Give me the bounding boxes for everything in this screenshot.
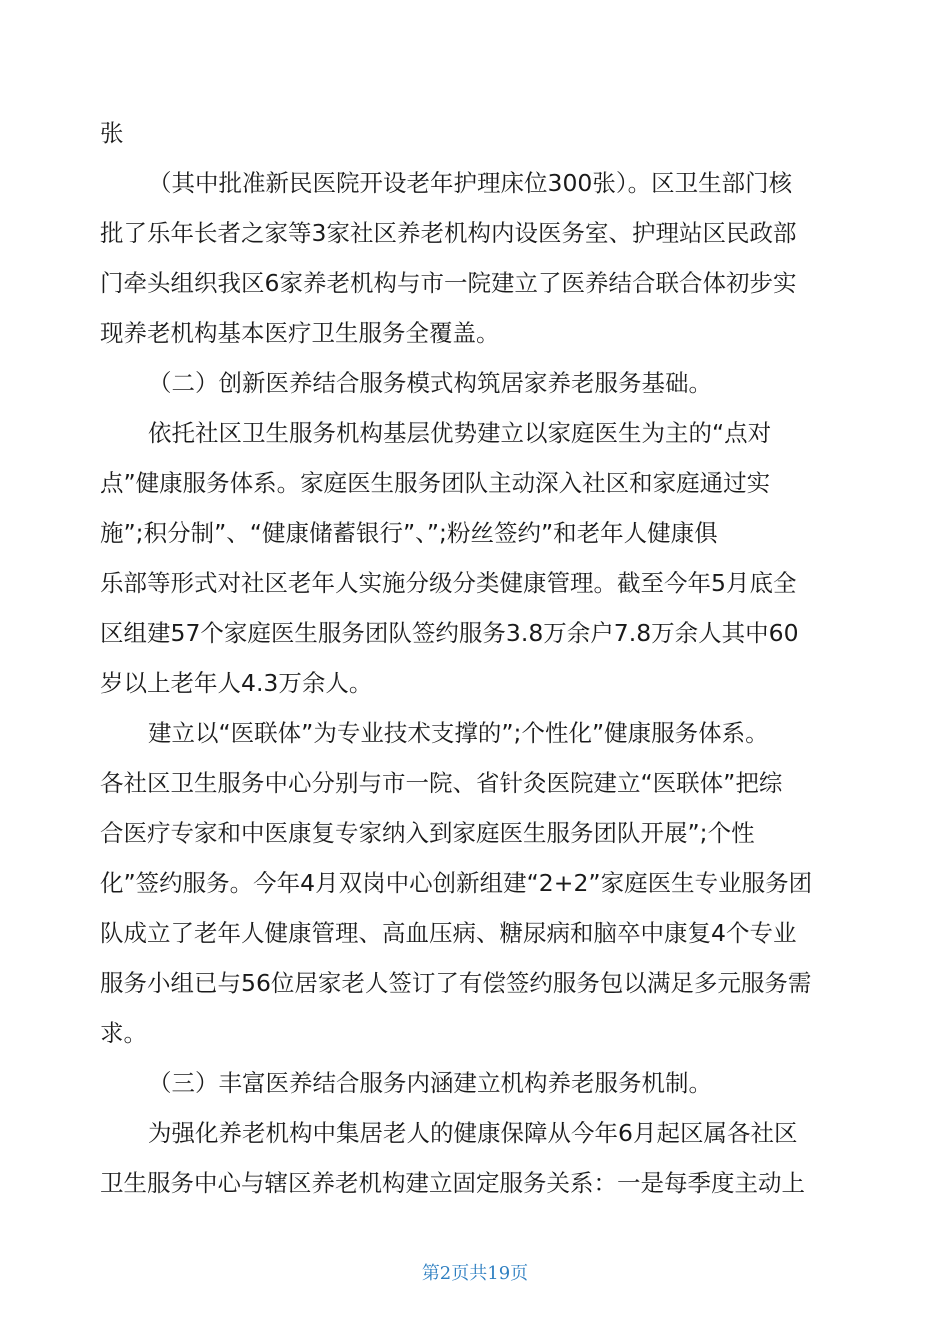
text-line: 合医疗专家和中医康复专家纳入到家庭医生服务团队开展”;个性 xyxy=(100,819,755,847)
text-line: 建立以“医联体”为专业技术支撑的”;个性化”健康服务体系。 xyxy=(148,719,769,747)
text-line: 区组建57个家庭医生服务团队签约服务3.8万余户7.8万余人其中60 xyxy=(100,619,799,647)
text-line: 门牵头组织我区6家养老机构与市一院建立了医养结合联合体初步实 xyxy=(100,269,797,297)
text-line: 批了乐年长者之家等3家社区养老机构内设医务室、护理站区民政部 xyxy=(100,219,797,247)
page-number-footer: 第2页共19页 xyxy=(421,1263,529,1284)
text-line: 化”签约服务。今年4月双岗中心创新组建“2+2”家庭医生专业服务团 xyxy=(100,869,813,897)
text-line: 依托社区卫生服务机构基层优势建立以家庭医生为主的“点对 xyxy=(148,419,772,447)
text-line: （其中批准新民医院开设老年护理床位300张）。区卫生部门核 xyxy=(148,169,793,197)
text-line: 队成立了老年人健康管理、高血压病、糖尿病和脑卒中康复4个专业 xyxy=(100,919,797,947)
text-line: 求。 xyxy=(100,1019,147,1047)
text-line: 张 xyxy=(100,119,124,147)
text-line: 点”健康服务体系。家庭医生服务团队主动深入社区和家庭通过实 xyxy=(100,469,771,497)
text-line: 现养老机构基本医疗卫生服务全覆盖。 xyxy=(100,319,500,347)
text-line: 为强化养老机构中集居老人的健康保障从今年6月起区属各社区 xyxy=(148,1119,798,1147)
text-line: 各社区卫生服务中心分别与市一院、省针灸医院建立“医联体”把综 xyxy=(100,769,783,797)
text-line: 乐部等形式对社区老年人实施分级分类健康管理。截至今年5月底全 xyxy=(100,569,797,597)
section-heading: （二）创新医养结合服务模式构筑居家养老服务基础。 xyxy=(148,369,712,397)
text-line: 施”;积分制”、“健康储蓄银行”、”;粉丝签约”和老年人健康俱 xyxy=(100,519,718,547)
text-line: 服务小组已与56位居家老人签订了有偿签约服务包以满足多元服务需 xyxy=(100,969,812,997)
text-line: 岁以上老年人4.3万余人。 xyxy=(100,669,373,697)
section-heading: （三）丰富医养结合服务内涵建立机构养老服务机制。 xyxy=(148,1069,712,1097)
text-line: 卫生服务中心与辖区养老机构建立固定服务关系：一是每季度主动上 xyxy=(100,1169,805,1197)
